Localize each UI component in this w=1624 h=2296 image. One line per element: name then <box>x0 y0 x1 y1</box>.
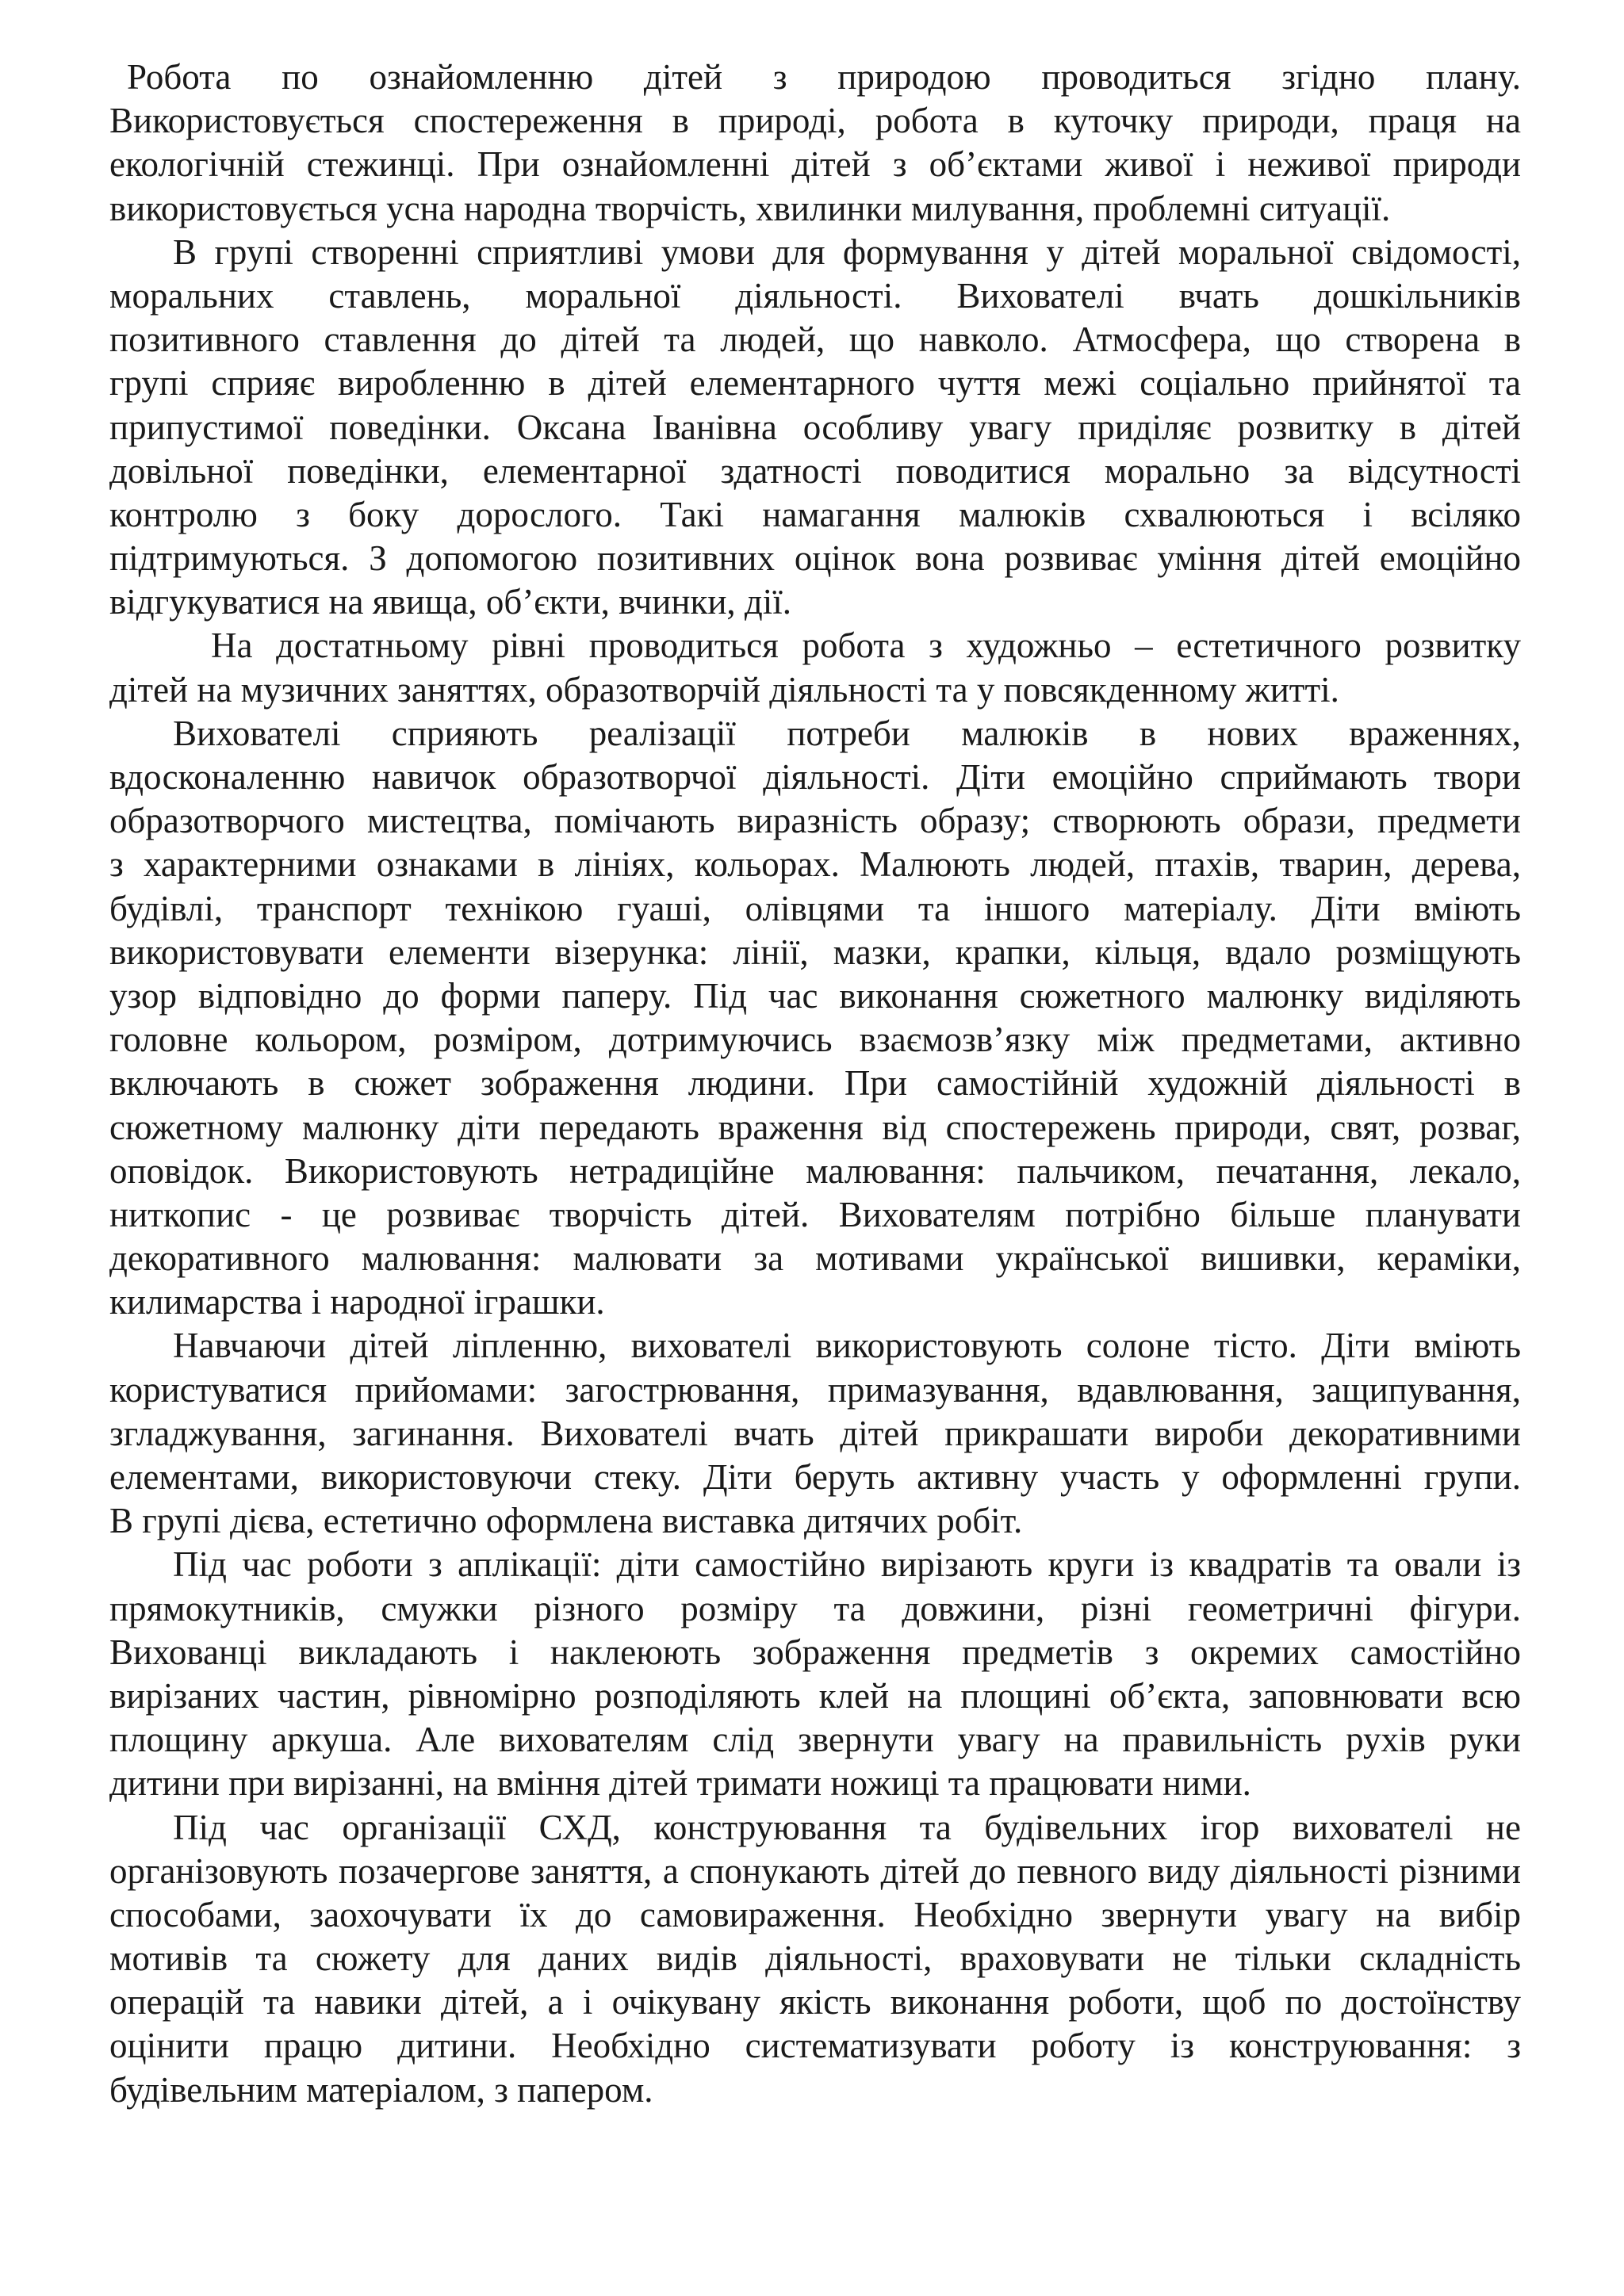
paragraph-applique <box>109 1543 1521 1805</box>
text-line: будівельним матеріалом, з папером. <box>109 2069 653 2110</box>
paragraph-aesthetic-development <box>109 624 1521 711</box>
text-line: включають в сюжет зображення людини. При самостійній художній діяльності в <box>109 1063 1521 1104</box>
text-line: операцій та навики дітей, а і очікувану якість виконання роботи, щоб по достоїнству <box>109 1982 1521 2022</box>
text-line: площину аркуша. Але вихователям слід звернути увагу на правильність рухів руки <box>109 1720 1521 1760</box>
text-line: Вихователі сприяють реалізації потреби малюків в нових враженнях, <box>173 713 1521 753</box>
text-line: Під час роботи з аплікації: діти самостійно вирізають круги із квадратів та овали із <box>173 1544 1521 1585</box>
text-line: підтримуються. З допомогою позитивних оцінок вона розвиває уміння дітей емоційно <box>109 538 1521 579</box>
text-line: припустимої поведінки. Оксана Іванівна особливу увагу приділяє розвитку в дітей <box>109 407 1521 447</box>
text-line: будівлі, транспорт технікою гуаші, олівцями та іншого матеріалу. Діти вміють <box>109 888 1521 928</box>
text-line: контролю з боку дорослого. Такі намагання малюків схвалюються і всіляко <box>109 494 1521 534</box>
text-line: ниткопис - це розвиває творчість дітей. Вихователям потрібно більше планувати <box>109 1194 1521 1234</box>
text-line: Робота по ознайомленню дітей з природою проводиться згідно плану. <box>127 57 1521 97</box>
paragraph-visual-arts <box>109 712 1521 1325</box>
text-line: вдосконаленню навичок образотворчої діяльності. Діти емоційно сприймають твори <box>109 757 1521 797</box>
text-line: прямокутників, смужки різного розміру та довжини, різні геометричні фігури. <box>109 1588 1521 1628</box>
paragraph-construction <box>109 1806 1521 2112</box>
text-line: відгукуватися на явища, об’єкти, вчинки, дії. <box>109 582 792 622</box>
text-line: користуватися прийомами: загострювання, примазування, вдавлювання, защипування, <box>109 1369 1521 1410</box>
text-line: Вихованці викладають і наклеюють зображення предметів з окремих самостійно <box>109 1632 1521 1672</box>
text-line: способами, заохочувати їх до самовираження. Необхідно звернути увагу на вибір <box>109 1894 1521 1934</box>
text-line: екологічній стежинці. При ознайомленні дітей з об’єктами живої і неживої природи <box>109 144 1521 185</box>
text-line: згладжування, загинання. Вихователі вчать дітей прикрашати вироби декоративними <box>109 1413 1521 1453</box>
text-line: головне кольором, розміром, дотримуючись взаємозв’язку між предметами, активно <box>109 1020 1521 1060</box>
text-line: образотворчого мистецтва, помічають виразність образу; створюють образи, предмети <box>109 801 1521 841</box>
text-line: В групі дієва, естетично оформлена виставка дитячих робіт. <box>109 1501 1023 1541</box>
text-line: організовують позачергове заняття, а спонукають дітей до певного виду діяльності різними <box>109 1850 1521 1891</box>
text-line: декоративного малювання: малювати за мотивами української вишивки, кераміки, <box>109 1238 1521 1279</box>
text-line: позитивного ставлення до дітей та людей, що навколо. Атмосфера, що створена в <box>109 320 1521 360</box>
text-line: вирізаних частин, рівномірно розподіляють клей на площині об’єкта, заповнювати всю <box>109 1675 1521 1716</box>
document-page <box>109 55 1521 2112</box>
text-line: довільної поведінки, елементарної здатності поводитися морально за відсутності <box>109 450 1521 491</box>
text-line: Навчаючи дітей ліпленню, вихователі використовують солоне тісто. Діти вміють <box>173 1326 1521 1366</box>
paragraph-nature-familiarization <box>109 55 1521 231</box>
text-line: моральних ставлень, моральної діяльності. Вихователі вчать дошкільників <box>109 275 1521 316</box>
text-line: узор відповідно до форми паперу. Під час виконання сюжетного малюнку виділяють <box>109 975 1521 1016</box>
text-line: Використовується спостереження в природі, робота в куточку природи, праця на <box>109 101 1521 141</box>
text-line: оповідок. Використовують нетрадиційне малювання: пальчиком, печатання, лекало, <box>109 1150 1521 1191</box>
text-line: елементами, використовуючи стеку. Діти беруть активну участь у оформленні групи. <box>109 1457 1521 1497</box>
text-line: сюжетному малюнку діти передають враження від спостережень природи, свят, розваг, <box>109 1107 1521 1147</box>
text-line: оцінити працю дитини. Необхідно систематизувати роботу із конструювання: з <box>109 2026 1521 2066</box>
text-line: килимарства і народної іграшки. <box>109 1282 605 1322</box>
text-line: групі сприяє виробленню в дітей елементарного чуття межі соціально прийнятої та <box>109 363 1521 404</box>
text-line: дітей на музичних заняттях, образотворчій діяльності та у повсякденному житті. <box>109 669 1339 710</box>
text-line: використовувати елементи візерунка: лінії, мазки, крапки, кільця, вдало розміщують <box>109 932 1521 972</box>
text-line: мотивів та сюжету для даних видів діяльності, враховувати не тільки складність <box>109 1938 1521 1979</box>
text-line: дитини при вирізанні, на вміння дітей тримати ножиці та працювати ними. <box>109 1763 1251 1804</box>
text-line: Під час організації СХД, конструювання та будівельних ігор вихователі не <box>173 1807 1521 1847</box>
text-line: з характерними ознаками в лініях, кольорах. Малюють людей, птахів, тварин, дерева, <box>109 844 1521 885</box>
paragraph-modeling <box>109 1324 1521 1543</box>
text-line: використовується усна народна творчість, хвилинки милування, проблемні ситуації. <box>109 188 1391 228</box>
text-line: В групі створенні сприятливі умови для формування у дітей моральної свідомості, <box>173 232 1521 272</box>
text-line: На достатньому рівні проводиться робота з художньо – естетичного розвитку <box>211 626 1521 666</box>
paragraph-moral-development <box>109 231 1521 625</box>
